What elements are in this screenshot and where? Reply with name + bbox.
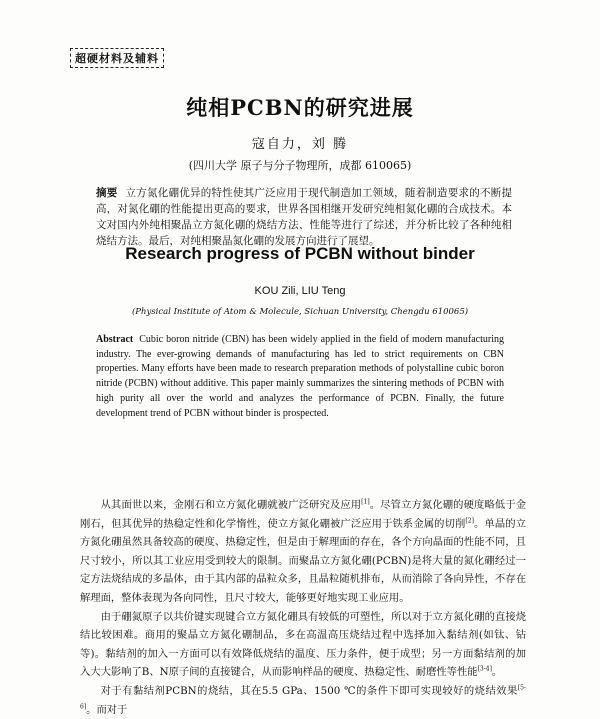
p1-citation-2: [2] [465, 517, 474, 525]
body-paragraph-3 [80, 682, 526, 719]
affiliation-cn: (四川大学 原子与分子物理所，成都 610065) [188, 159, 412, 172]
p3-citation: [5-6] [80, 684, 526, 711]
section-tag: 超硬材料及辅料 [70, 48, 164, 68]
affiliation-en: (Physical Institute of Atom & Molecule, Sichuan University, Chengdu 610065) [131, 307, 469, 317]
abstract-cn-label: 摘要 [96, 187, 118, 199]
paper-title-cn: 纯相PCBN的研究进展 [186, 95, 414, 120]
p2-text-a: 由于硼氮原子以共价键实现键合立方氮化硼具有较低的可塑性，所以对于立方氮化硼的直接烧结比较困难。商用的聚晶立方氮化硼制品，多在高温高压烧结过程中选择加入黏结剂(如钛、钴等)。黏结剂的加入一方面可以有效降低烧结的温度、压力条件，便于成型；另一方面黏结剂的加入大大影响了B、N原子间的直接键合，从而影响样品的硬度、热稳定性、耐磨性等性能 [80, 610, 526, 679]
body-text [80, 496, 526, 719]
body-paragraph-2 [80, 608, 526, 682]
abstract-en-text: Cubic boron nitride (CBN) has been widely applied in the field of modern manufacturing industry. The ever-growing demands of manufacturing has led to strict requirements on CBN properties. Many efforts have been made to research preparation methods of polystalline cubic boron nitride (PCBN) without additive. This paper mainly summarizes the sintering methods of PCBN with high purity all over the world and analyzes the performance of PCBN. Finally, the future development trend of PCBN without binder is prospected. [96, 334, 504, 419]
body-paragraph-1 [80, 496, 526, 608]
p1-text-c: 。单晶的立方氮化硼虽然具备较高的硬度、热稳定性，但是由于解理面的存在，各个方向晶面的性能不同，且尺寸较小，所以其工业应用受到较大的限制。而聚晶立方氮化硼(PCBN)是将大量的氮化硼经过一定方法烧结成的多晶体，由于其内部的晶粒众多，且晶粒随机排布，从而消除了各向异性，不存在解理面，整体表现为各向同性，且尺寸较大，能够更好地实现工业应用。 [80, 517, 527, 604]
authors-cn: 寇自力，刘 腾 [251, 137, 349, 152]
p1-text-a: 从其面世以来，金刚石和立方氮化硼就被广泛研究及应用 [100, 499, 362, 511]
p3-text-b: 。而对于 [86, 703, 128, 716]
abstract-en [96, 333, 504, 421]
p2-text-b: 。 [491, 666, 503, 679]
authors-en: KOU Zili, LIU Teng [254, 285, 346, 297]
p2-citation: [3-4] [477, 665, 492, 673]
abstract-en-label: Abstract [96, 334, 134, 345]
p1-citation-1: [1] [361, 498, 370, 506]
abstract-cn-text: 立方氮化硼优异的特性使其广泛应用于现代制造加工领域，随着制造要求的不断提高，对氮化硼的性能提出更高的要求，世界各国相继开发研究纯相氮化硼的合成技术。本文对国内外纯相聚晶立方氮化硼的烧结方法、性能等进行了综述，并分析比较了各种纯相烧结方法。最后，对纯相聚晶氮化硼的发展方向进行了展望。 [96, 187, 513, 247]
abstract-cn [96, 185, 512, 249]
p1-text-b: 。尽管立方氮化硼的硬度略低于金刚石，但其优异的热稳定性和化学惰性，使立方氮化硼被广泛应用于铁系金属的切削 [80, 499, 527, 530]
paper-title-en: Research progress of PCBN without binder [125, 244, 475, 263]
p3-text-a: 对于有黏结剂PCBN的烧结，其在5.5 GPa、1500 ℃的条件下即可实现较好的烧结效果 [100, 684, 518, 697]
